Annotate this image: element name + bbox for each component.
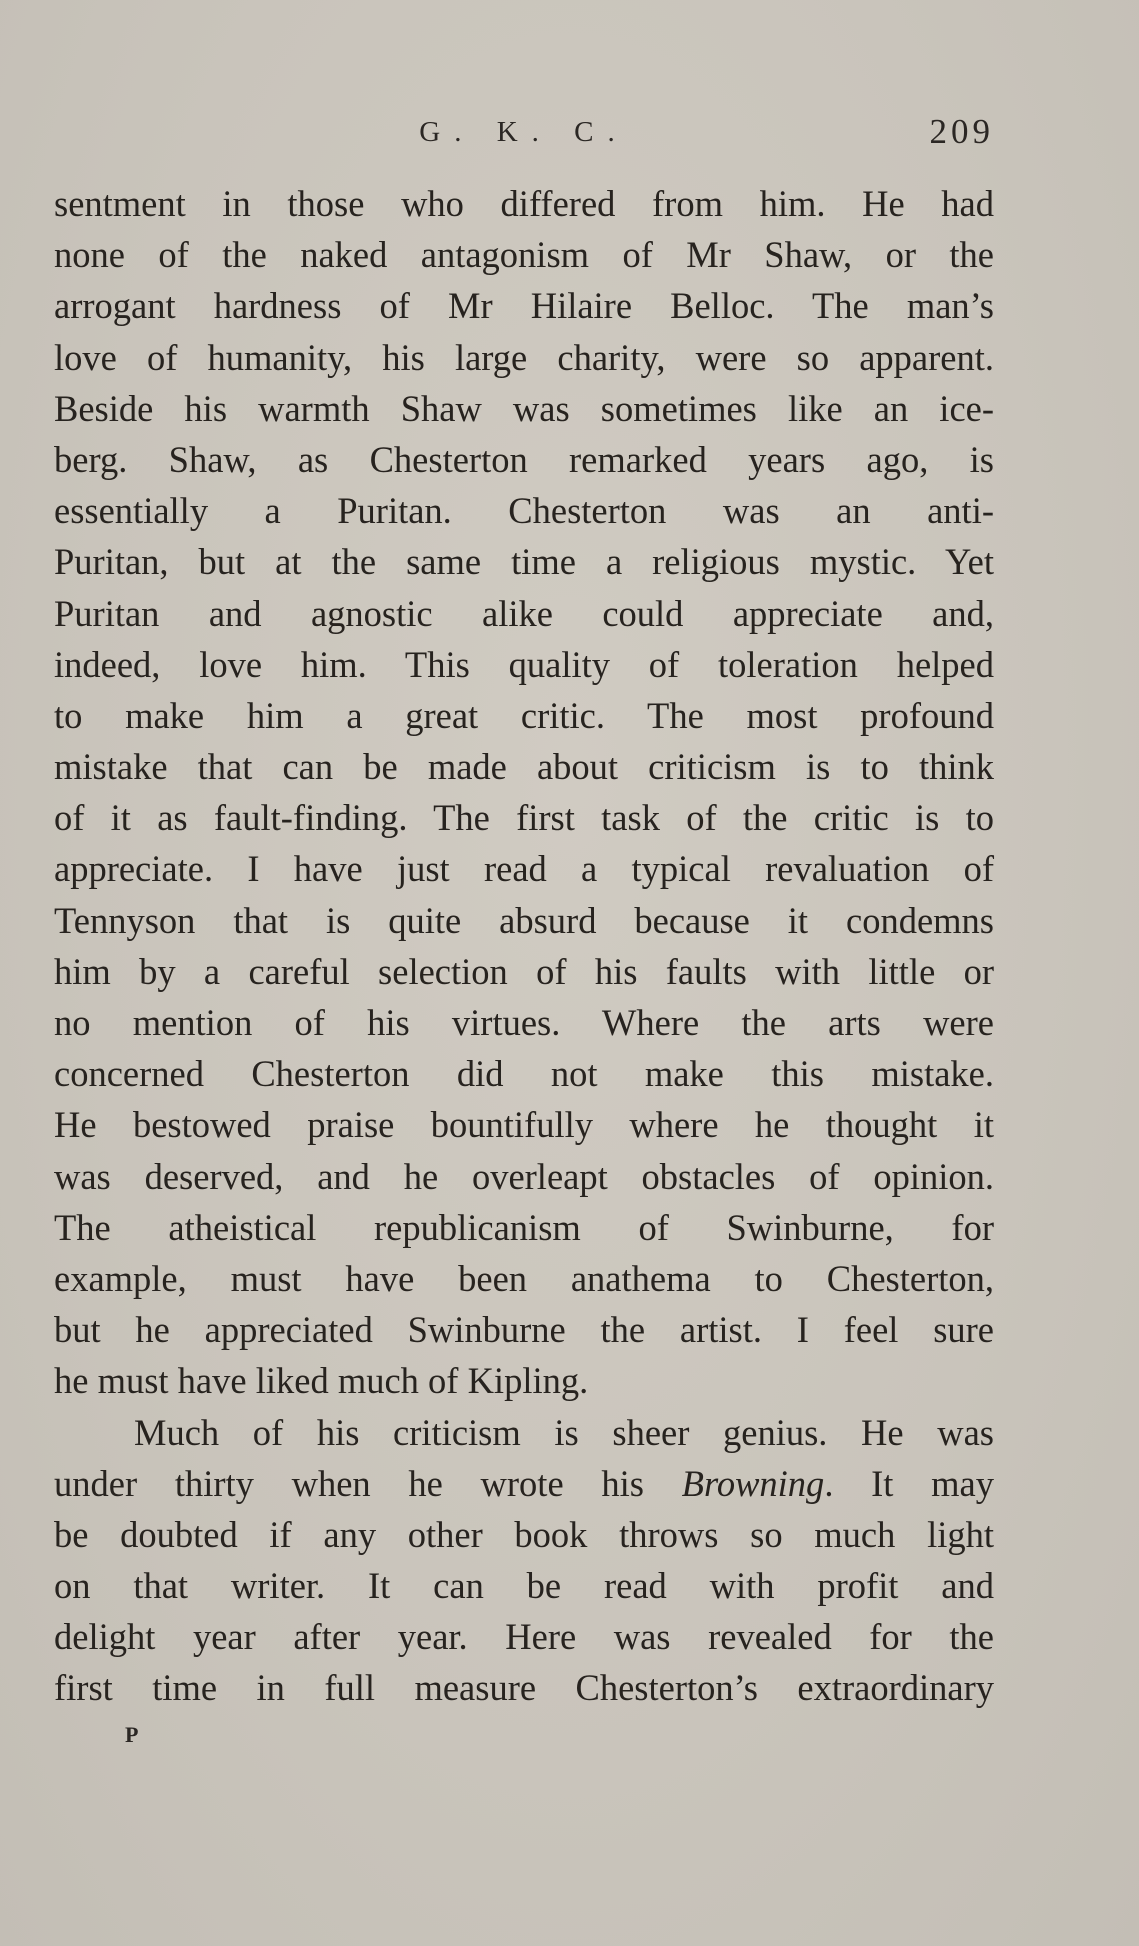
text-line: no mention of his virtues. Where the arts were xyxy=(54,1002,994,1043)
text-line: Tennyson that is quite absurd because it condemns xyxy=(54,899,994,941)
text-line: concerned Chesterton did not make this mistake. xyxy=(54,1053,994,1095)
text-line: sentment in those who differed from him. He had xyxy=(54,183,994,224)
text-line: Puritan, but at the same time a religious mystic. Yet xyxy=(54,541,994,583)
signature-mark: P xyxy=(125,1722,139,1747)
text-line: on that writer. It can be read with profit and xyxy=(54,1565,994,1607)
text-line: Much of his criticism is sheer genius. He was xyxy=(134,1411,994,1453)
paragraph-1 xyxy=(54,178,994,1407)
body-text xyxy=(54,178,994,1714)
paragraph-2 xyxy=(54,1407,994,1714)
text-line: was deserved, and he overleapt obstacles of opinion. xyxy=(54,1155,994,1197)
text-line: be doubted if any other book throws so much light xyxy=(54,1513,994,1555)
text-line: Beside his warmth Shaw was sometimes like an ice- xyxy=(54,387,994,429)
text-line: The atheistical republicanism of Swinburne, for xyxy=(54,1206,994,1248)
book-title-browning: Browning xyxy=(681,1462,825,1504)
text-line: he must have liked much of Kipling. xyxy=(54,1360,589,1402)
text-line: mistake that can be made about criticism is to think xyxy=(54,746,994,788)
running-head-title: G. K. C. xyxy=(419,116,629,148)
text-line: to make him a great critic. The most profound xyxy=(54,694,994,736)
running-head xyxy=(54,112,994,152)
text-line: but he appreciated Swinburne the artist. I feel sure xyxy=(54,1309,994,1351)
text-line: arrogant hardness of Mr Hilaire Belloc. The man’s xyxy=(54,285,994,327)
text-fragment: under thirty when he wrote his xyxy=(54,1462,682,1504)
text-line: berg. Shaw, as Chesterton remarked years ago, is xyxy=(54,438,994,480)
text-line: Puritan and agnostic alike could appreciate and, xyxy=(54,592,994,634)
text-line: indeed, love him. This quality of toleration helped xyxy=(54,643,994,685)
text-line: appreciate. I have just read a typical revaluation of xyxy=(54,848,994,890)
text-line: first time in full measure Chesterton’s extraordinary xyxy=(54,1667,994,1709)
text-line-with-title xyxy=(54,1458,994,1509)
text-line: him by a careful selection of his faults with little or xyxy=(54,950,994,992)
text-line: essentially a Puritan. Chesterton was an anti- xyxy=(54,490,994,532)
text-line: delight year after year. Here was revealed for the xyxy=(54,1616,994,1658)
text-line: of it as fault-finding. The first task of the critic is to xyxy=(54,797,994,839)
text-line: love of humanity, his large charity, were so apparent. xyxy=(54,336,994,378)
text-fragment: . It may xyxy=(824,1462,994,1504)
text-line: example, must have been anathema to Chesterton, xyxy=(54,1257,994,1299)
page-number: 209 xyxy=(929,112,994,151)
text-line: He bestowed praise bountifully where he thought it xyxy=(54,1104,994,1146)
text-line: none of the naked antagonism of Mr Shaw, or the xyxy=(54,234,994,276)
